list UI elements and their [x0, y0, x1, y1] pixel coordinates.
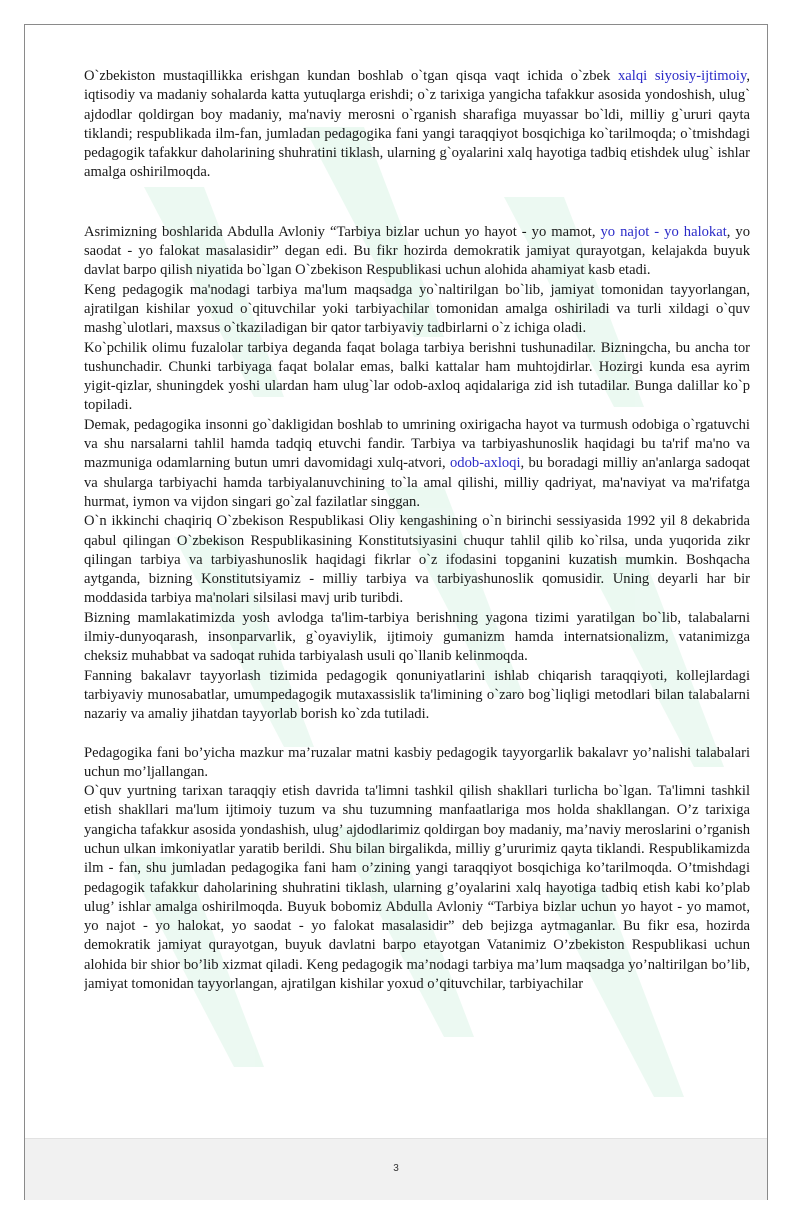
paragraph-9-text: Pedagogika fani bo’yicha mazkur ma’ruzalar matni kasbiy pedagogik tayyorgarlik bakalavr yo’nalishi talabalari uchun mo’ljallangan. — [84, 744, 750, 780]
paragraph-5-text-end: , bu boradagi milliy an'anlarga sadoqat va shularga tarbiyachi hamda tarbiyalanuvchining to`la amal qilishi, milliy qadriyat, ma'naviyat va ma'rifatga hurmat, iymon va vijdon singari go`zal fazilatlar singgan. — [84, 455, 750, 510]
paragraph-2-link[interactable]: yo najot - yo halokat — [600, 223, 727, 240]
paragraph-2-text-end: , yo saodat - yo falokat masalasidir” degan edi. Bu fikr hozirda demokratik jamiyat qurayotgan, kelajakda buyuk davlat barpo qilish niyatida bo`lgan O`zbekison Respublikasi uchun alohida ahamiyat kasb etadi. — [84, 223, 750, 279]
paragraph-4-text: Ko`pchilik olimu fuzalolar tarbiya deganda faqat bolaga tarbiya berishni tushunadilar. Bizningcha, bu ancha tor tushunchadir. Chunki tarbiyaga faqat bolalar emas, balki kattalar ham muhtojdirlar. Hozirgi kunda esa ayrim yigit-qizlar, shuningdek yoshi ulardan ham ulug`lar odob-axloq aqidalariga zid ish tutadilar. Bunga dalillar ko`p topiladi. — [84, 339, 750, 414]
paragraph-6-text: O`n ikkinchi chaqiriq O`zbekison Respublikasi Oliy kengashining o`n birinchi sessiyasida 1992 yil 8 dekabrida qabul qilingan O`zbekison Respublikasining Konstitutsiyasini chuqur tahlil qilib ko`rilsa, unda yuqorida zikr qilingan tarbiya va tarbiyashunoslik haqidagi fikrlar o`z ifodasini topganini kuzatish mumkin. Boshqacha aytganda, bizning Konstitutsiyamiz - milliy tarbiya va tarbiyashunoslik qomusidir. Uning deyarli har bir moddasida tarbiya ma'nolari silsilasi mavj urib turibdi. — [84, 513, 750, 607]
paragraph-spacer — [84, 183, 750, 223]
paragraph-8 — [84, 667, 750, 725]
paragraph-8-text: Fanning bakalavr tayyorlash tizimida pedagogik qonuniyatlarini ishlab chiqarish taraqqiyoti, kollejlardagi tarbiyaviy munosabatlar, umumpedagogik mutaxassislik ta'limining o`zaro bog`liqligi metodlari bilan talabalarni nazariy va amaliy jihatdan tayyorlab borish ko`zda tutiladi. — [84, 667, 750, 723]
paragraph-2 — [84, 223, 750, 281]
paragraph-2-text-start: Asrimizning boshlarida Abdulla Avloniy “Tarbiya bizlar uchun yo hayot - yo mamot, — [84, 223, 601, 240]
paragraph-5-link[interactable]: odob-axloqi — [450, 455, 521, 472]
paragraph-9 — [84, 744, 750, 783]
paragraph-5 — [84, 416, 750, 512]
page-number: 3 — [393, 1163, 399, 1174]
document-body — [84, 67, 750, 1137]
paragraph-spacer — [84, 725, 750, 744]
paragraph-1-link[interactable]: xalqi siyosiy-ijtimoiy — [617, 68, 747, 84]
paragraph-1-text-end: , iqtisodiy va madaniy sohalarda katta yutuqlarga erishdi; o`z tarixiga yangicha tafakkur asosida yondoshish, ulug` ajdodlar qoldirgan boy madaniy, ma'naviy merosni o`rganish sharafiga muyassar bo`ldi, milliy g`ururi qayta tiklandi; respublikada ilm-fan, jumladan pedagogika fani yangi taraqqiyot bosqichiga ko`tarilmoqda; o`tmishdagi pedagogik tafakkur daholarining shuhratini tiklash, ularning g`oyalarini xalq hayotiga tadbiq etishdek ulug` ishlar amalga oshirilmoqda. — [84, 68, 750, 181]
paragraph-3 — [84, 281, 750, 339]
paragraph-3-text: Keng pedagogik ma'nodagi tarbiya ma'lum maqsadga yo`naltirilgan bo`lib, jamiyat tomonidan tayyorlangan, ajratilgan kishilar yoxud o`qituvchilar yoki tarbiyachilar tomonidan amalga oshiriladi va turli xildagi o`quv mashg`ulotlari, maxsus o`tkaziladigan bir qator tarbiyaviy tadbirlarni o`z ichiga oladi. — [84, 281, 750, 337]
paragraph-7-text: Bizning mamlakatimizda yosh avlodga ta'lim-tarbiya berishning yagona tizimi yaratilgan bo`lib, talabalarni ilmiy-dunyoqarash, insonparvarlik, g`oyaviylik, ijtimoiy gumanizm hamda internatsionalizm, vatanimizga cheksiz muhabbat va sadoqat ruhida tarbiyalash usuli qo`llanib kelinmoqda. — [84, 609, 750, 665]
paragraph-7 — [84, 609, 750, 667]
paragraph-4 — [84, 339, 750, 416]
paragraph-10 — [84, 782, 750, 994]
paragraph-10-text: O`quv yurtning tarixan taraqqiy etish davrida ta'limni tashkil qilish shakllari turlicha bo`lgan. Ta'limni tashkil etish shakllari ma'lum ijtimoiy tuzum va shu tuzumning manfaatlariga mos holda shakllangan. O’z tarixiga yangicha tafakkur asosida yondashish, ulug’ ajdodlarimiz qoldirgan boy madaniy, ma’naviy meroslarini o’rganish uchun ulkan imkoniyatlar yaratib berildi. Shu bilan birgalikda, milliy g’ururimiz qayta tiklandi. Respublikamizda ilm - fan, shu jumladan pedagogika fani ham o’zining yangi taraqqiyot bosqichiga ko’tarilmoqda. O’tmishdagi pedagogik tafakkur daholarining shuhratini tiklash, ularning g’oyalarini xalq hayotiga tadbiq etish kabi ko’plab ulug’ ishlar amalga oshirilmoqda. Buyuk bobomiz Abdulla Avloniy “Tarbiya bizlar uchun yo hayot - yo mamot, yo najot - yo halokat, yo saodat - yo falokat masalasidir” deb bejizga aytmaganlar. Bu fikr esa, hozirda demokratik jamiyat qurayotgan, buyuk davlatni barpo etayotgan Vatanimiz O’zbekiston Respublikasi uchun alohida bir shior bo’lib xizmat qiladi. Keng pedagogik ma’nodagi tarbiya ma’lum maqsadga yo’naltirilgan bo’lib, jamiyat tomonidan tayyorlangan, ajratilgan kishilar yoxud o’qituvchilar, tarbiyachilar — [84, 783, 750, 993]
paragraph-5-text-start: Demak, pedagogika insonni go`dakligidan boshlab to umrining oxirigacha hayot va turmush odobiga o`rgatuvchi va shu narsalarni tahlil hamda tadqiq etuvchi fandir. Tarbiya va tarbiyashunoslik haqidagi bu ta'rif ma'no va mazmuniga odamlarning butun umri davomidagi xulq-atvori, — [84, 416, 750, 472]
paragraph-1-text-start: O`zbekiston mustaqillikka erishgan kundan boshlab o`tgan qisqa vaqt ichida o`zbek — [84, 68, 618, 84]
paragraph-6 — [84, 512, 750, 608]
paragraph-1 — [84, 67, 750, 183]
